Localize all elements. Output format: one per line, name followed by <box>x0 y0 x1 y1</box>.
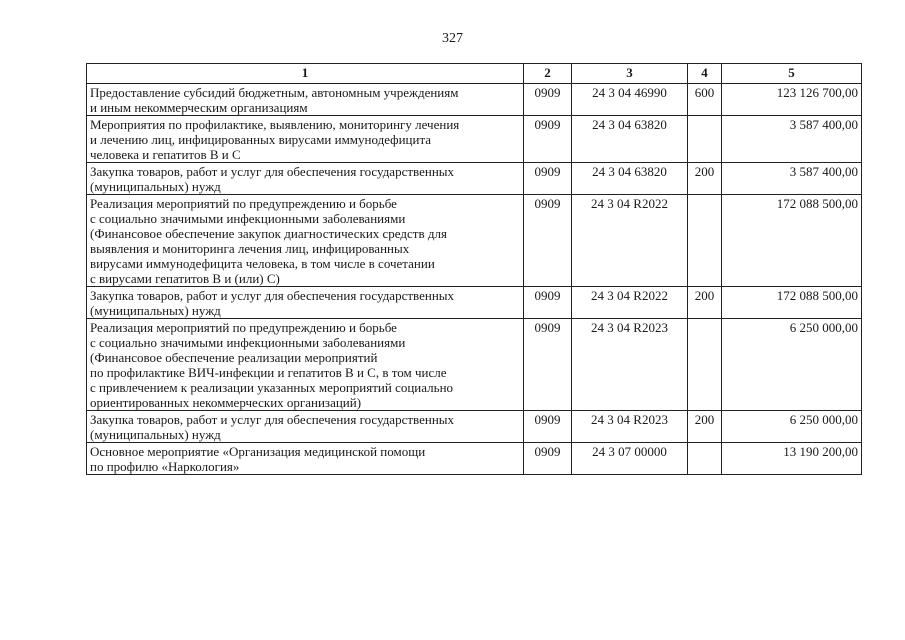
column-header-section: 2 <box>524 64 572 84</box>
cell-name-line: Закупка товаров, работ и услуг для обеспечения государственных <box>90 164 455 179</box>
table-row <box>87 443 862 475</box>
table-row <box>87 163 862 195</box>
cell-target: 24 3 04 R2022 <box>572 195 688 287</box>
cell-name <box>87 443 524 475</box>
cell-type <box>688 195 722 287</box>
cell-name-line: Реализация мероприятий по предупреждению и борьбе <box>90 196 397 211</box>
cell-name-line: Предоставление субсидий бюджетным, автономным учреждениям <box>90 85 459 100</box>
cell-name-line: с вирусами гепатитов В и (или) С) <box>90 271 280 286</box>
budget-table <box>86 63 862 475</box>
cell-section: 0909 <box>524 443 572 475</box>
cell-amount: 3 587 400,00 <box>722 116 862 163</box>
table-row <box>87 84 862 116</box>
cell-type <box>688 116 722 163</box>
cell-target: 24 3 04 63820 <box>572 163 688 195</box>
cell-section: 0909 <box>524 84 572 116</box>
cell-name-line: Закупка товаров, работ и услуг для обеспечения государственных <box>90 412 455 427</box>
page-number: 327 <box>442 31 463 46</box>
cell-name-line: (муниципальных) нужд <box>90 427 221 442</box>
cell-target: 24 3 04 63820 <box>572 116 688 163</box>
table-row <box>87 287 862 319</box>
cell-name-line: Мероприятия по профилактике, выявлению, мониторингу лечения <box>90 117 460 132</box>
cell-name-line: и иным некоммерческим организациям <box>90 100 308 115</box>
cell-name-line: и лечению лиц, инфицированных вирусами иммунодефицита <box>90 132 432 147</box>
column-header-type: 4 <box>688 64 722 84</box>
cell-amount: 6 250 000,00 <box>722 319 862 411</box>
cell-name-line: ориентированных некоммерческих организаций) <box>90 395 362 410</box>
cell-amount: 13 190 200,00 <box>722 443 862 475</box>
cell-name <box>87 287 524 319</box>
cell-amount: 172 088 500,00 <box>722 195 862 287</box>
cell-type: 200 <box>688 411 722 443</box>
column-header-target: 3 <box>572 64 688 84</box>
cell-section: 0909 <box>524 195 572 287</box>
cell-amount: 172 088 500,00 <box>722 287 862 319</box>
cell-amount: 123 126 700,00 <box>722 84 862 116</box>
cell-name <box>87 163 524 195</box>
cell-name-line: (Финансовое обеспечение закупок диагностических средств для <box>90 226 447 241</box>
cell-name-line: с привлечением к реализации указанных мероприятий социально <box>90 380 454 395</box>
cell-name-line: Основное мероприятие «Организация медицинской помощи <box>90 444 426 459</box>
cell-name-line: (Финансовое обеспечение реализации мероприятий <box>90 350 378 365</box>
cell-name-line: человека и гепатитов В и С <box>90 147 241 162</box>
cell-type: 600 <box>688 84 722 116</box>
cell-name-line: Закупка товаров, работ и услуг для обеспечения государственных <box>90 288 455 303</box>
cell-target: 24 3 04 R2023 <box>572 411 688 443</box>
table-row <box>87 116 862 163</box>
cell-name-line: Реализация мероприятий по предупреждению и борьбе <box>90 320 397 335</box>
cell-name-line: с социально значимыми инфекционными заболеваниями <box>90 335 406 350</box>
cell-name <box>87 195 524 287</box>
cell-name <box>87 84 524 116</box>
cell-section: 0909 <box>524 411 572 443</box>
cell-name-line: с социально значимыми инфекционными заболеваниями <box>90 211 406 226</box>
table-row <box>87 195 862 287</box>
cell-type <box>688 443 722 475</box>
column-header-name: 1 <box>87 64 524 84</box>
cell-name-line: (муниципальных) нужд <box>90 303 221 318</box>
column-header-amount: 5 <box>722 64 862 84</box>
cell-name-line: по профилю «Наркология» <box>90 459 240 474</box>
table-row <box>87 319 862 411</box>
cell-name-line: вирусами иммунодефицита человека, в том числе в сочетании <box>90 256 435 271</box>
cell-name-line: выявления и мониторинга лечения лиц, инфицированных <box>90 241 410 256</box>
cell-target: 24 3 04 R2022 <box>572 287 688 319</box>
table-row <box>87 411 862 443</box>
cell-type: 200 <box>688 163 722 195</box>
cell-name <box>87 411 524 443</box>
cell-section: 0909 <box>524 116 572 163</box>
table-body <box>87 84 862 475</box>
cell-target: 24 3 04 46990 <box>572 84 688 116</box>
cell-section: 0909 <box>524 319 572 411</box>
cell-target: 24 3 07 00000 <box>572 443 688 475</box>
cell-type: 200 <box>688 287 722 319</box>
cell-section: 0909 <box>524 163 572 195</box>
cell-name-line: по профилактике ВИЧ-инфекции и гепатитов В и С, в том числе <box>90 365 447 380</box>
cell-name <box>87 116 524 163</box>
cell-amount: 6 250 000,00 <box>722 411 862 443</box>
cell-type <box>688 319 722 411</box>
cell-name-line: (муниципальных) нужд <box>90 179 221 194</box>
cell-target: 24 3 04 R2023 <box>572 319 688 411</box>
cell-amount: 3 587 400,00 <box>722 163 862 195</box>
cell-section: 0909 <box>524 287 572 319</box>
cell-name <box>87 319 524 411</box>
table-header-row <box>87 64 862 84</box>
